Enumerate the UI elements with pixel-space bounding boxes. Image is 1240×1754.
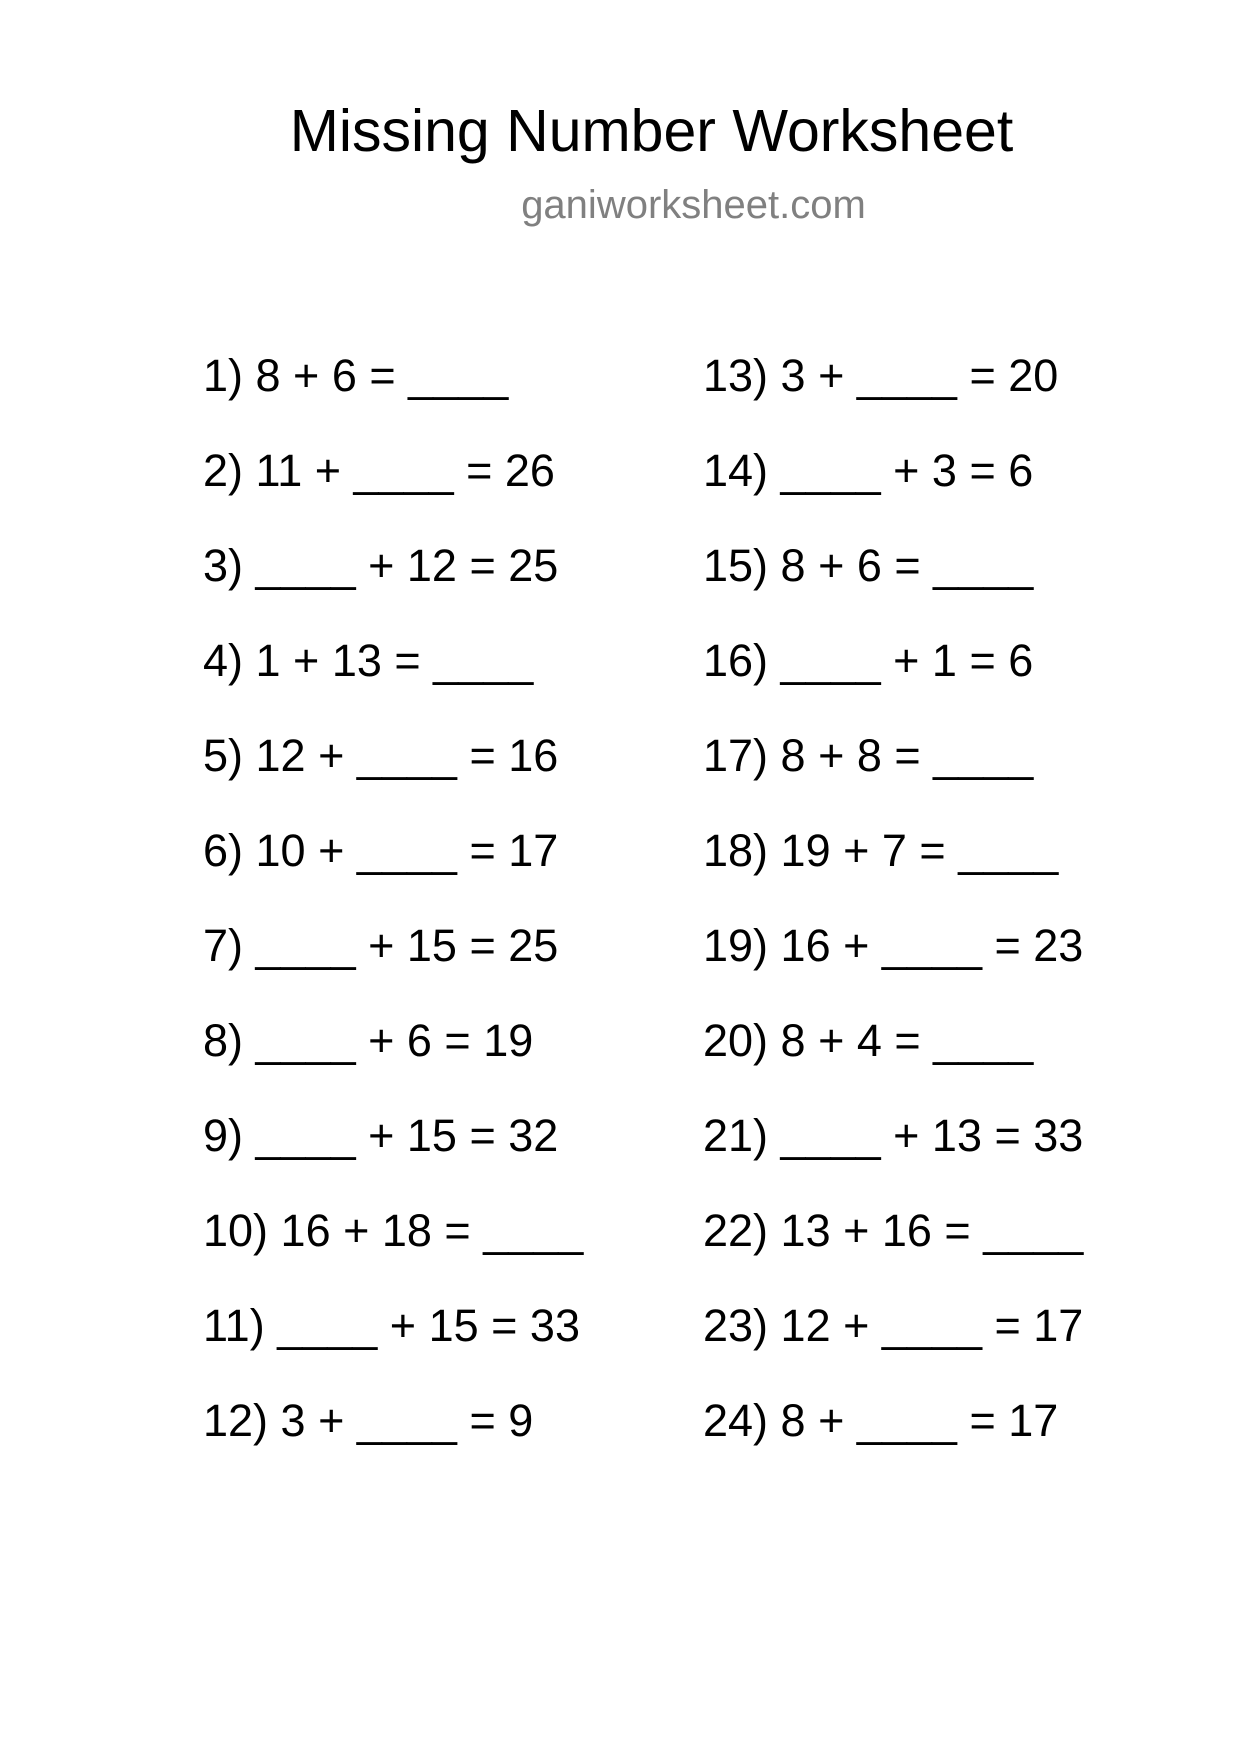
problem-16: 16) ____ + 1 = 6: [703, 635, 1034, 686]
problem-6: 6) 10 + ____ = 17: [203, 825, 559, 876]
problem-1: 1) 8 + 6 = ____: [203, 350, 509, 401]
problem-3: 3) ____ + 12 = 25: [203, 540, 559, 591]
problem-20: 20) 8 + 4 = ____: [703, 1015, 1034, 1066]
problem-8: 8) ____ + 6 = 19: [203, 1015, 534, 1066]
problem-13: 13) 3 + ____ = 20: [703, 350, 1059, 401]
problem-15: 15) 8 + 6 = ____: [703, 540, 1034, 591]
page-title: Missing Number Worksheet: [289, 98, 1014, 164]
problem-21: 21) ____ + 13 = 33: [703, 1110, 1084, 1161]
problem-24: 24) 8 + ____ = 17: [703, 1395, 1059, 1446]
problem-14: 14) ____ + 3 = 6: [703, 445, 1034, 496]
problem-12: 12) 3 + ____ = 9: [203, 1395, 534, 1446]
problem-23: 23) 12 + ____ = 17: [703, 1300, 1084, 1351]
problem-17: 17) 8 + 8 = ____: [703, 730, 1034, 781]
problem-11: 11) ____ + 15 = 33: [203, 1300, 580, 1351]
problem-2: 2) 11 + ____ = 26: [203, 445, 555, 496]
problem-10: 10) 16 + 18 = ____: [203, 1205, 584, 1256]
problem-19: 19) 16 + ____ = 23: [703, 920, 1084, 971]
problem-18: 18) 19 + 7 = ____: [703, 825, 1059, 876]
problem-4: 4) 1 + 13 = ____: [203, 635, 534, 686]
problem-9: 9) ____ + 15 = 32: [203, 1110, 559, 1161]
problem-22: 22) 13 + 16 = ____: [703, 1205, 1084, 1256]
problem-7: 7) ____ + 15 = 25: [203, 920, 559, 971]
page-subtitle-website: ganiworksheet.com: [521, 183, 866, 227]
problem-5: 5) 12 + ____ = 16: [203, 730, 559, 781]
